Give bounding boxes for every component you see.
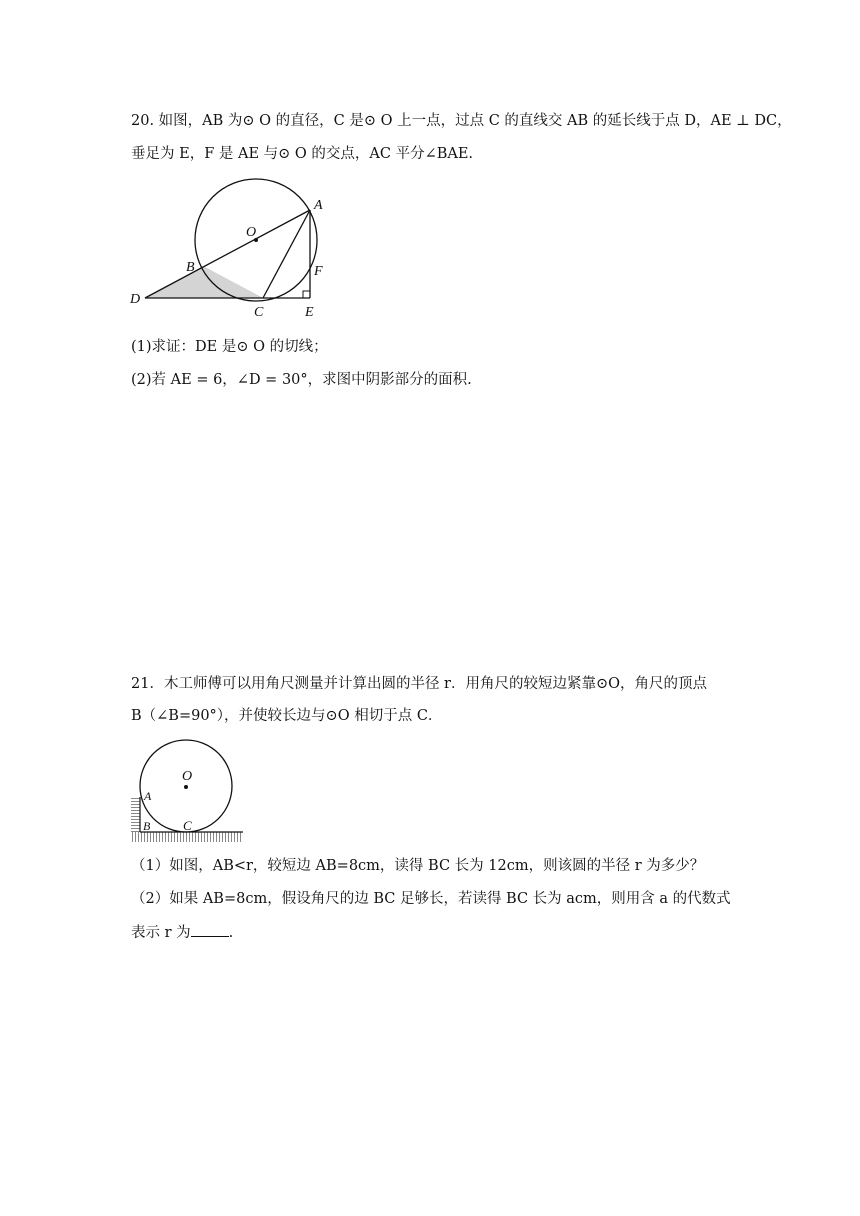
problem20-q1: (1)求证：DE 是⊙ O 的切线；	[131, 339, 328, 355]
label-a: A	[314, 198, 323, 213]
problem20-stem-line1: 20. 如图，AB 为⊙ O 的直径，C 是⊙ O 上一点，过点 C 的直线交 AB 的延长线于点 D，AE ⊥ DC，	[131, 113, 792, 129]
problem21-q2-line2-text: 表示 r 为	[131, 925, 191, 941]
label-o: O	[182, 769, 193, 784]
label-b: B	[186, 260, 195, 275]
label-b: B	[143, 819, 151, 833]
problem21-stem-line1: 21．木工师傅可以用角尺测量并计算出圆的半径 r．用角尺的较短边紧靠⊙O，角尺的顶点	[131, 676, 708, 692]
problem21-q2-line2	[131, 922, 233, 943]
label-o: O	[246, 225, 257, 240]
problem21-stem-line2: B（∠B=90°），并使较长边与⊙O 相切于点 C．	[131, 708, 443, 724]
problem21-q2-line1: （2）如果 AB=8cm，假设角尺的边 BC 足够长，若读得 BC 长为 acm，则用含 a 的代数式	[131, 891, 731, 907]
label-d: D	[130, 292, 141, 307]
problem21-q2-end: .	[228, 925, 234, 941]
label-a: A	[144, 789, 152, 803]
ruler-base-hatch	[131, 832, 243, 842]
label-e: E	[305, 305, 314, 320]
ruler-side-hatch	[131, 797, 140, 832]
label-c: C	[254, 305, 264, 320]
answer-blank	[191, 922, 229, 937]
center-dot	[184, 785, 188, 789]
label-f: F	[314, 264, 323, 279]
problem20-q2: (2)若 AE = 6，∠D = 30°，求图中阴影部分的面积.	[131, 372, 472, 388]
label-c: C	[183, 818, 192, 833]
problem20-stem-line2: 垂足为 E，F 是 AE 与⊙ O 的交点，AC 平分∠BAE.	[131, 146, 474, 162]
problem21-q1: （1）如图，AB<r，较短边 AB=8cm，读得 BC 长为 12cm，则该圆的半径 r 为多少？	[131, 858, 705, 874]
